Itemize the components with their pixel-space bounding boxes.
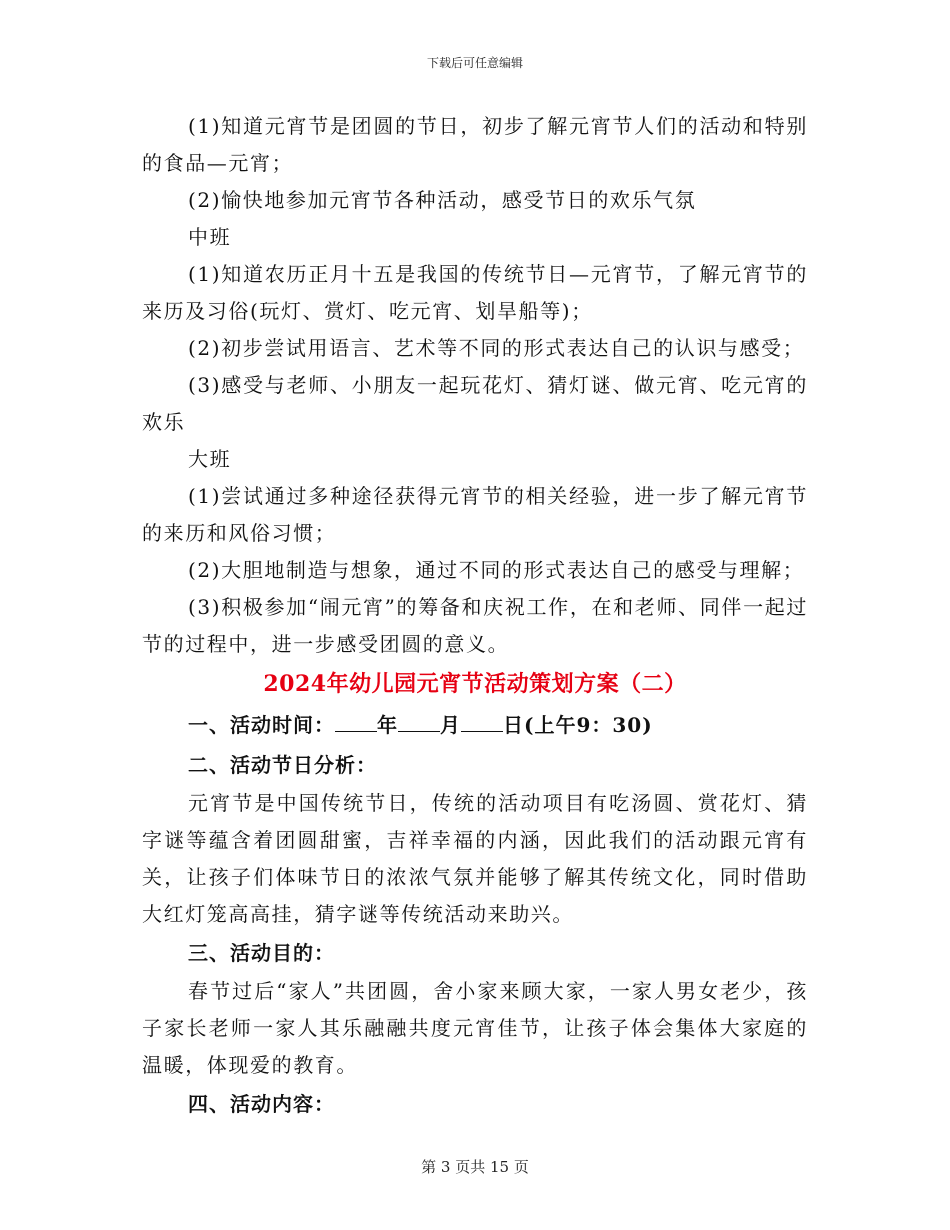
year-label: 年 bbox=[377, 713, 398, 737]
zhongban-label: 中班 bbox=[188, 225, 232, 249]
day-blank bbox=[461, 713, 503, 732]
month-label: 月 bbox=[440, 713, 461, 737]
document-body bbox=[142, 108, 808, 1124]
zhongban-item-3: (3)感受与老师、小朋友一起玩花灯、猜灯谜、做元宵、吃元宵的欢乐 bbox=[142, 373, 808, 434]
page-number: 第 3 页共 15 页 bbox=[421, 1158, 529, 1176]
zhongban-item-1: (1)知道农历正月十五是我国的传统节日—元宵节，了解元宵节的来历及习俗(玩灯、赏灯、吃元宵、划旱船等)； bbox=[142, 262, 808, 323]
year-blank bbox=[335, 713, 377, 732]
activity-time-label: 一、活动时间： bbox=[188, 713, 335, 737]
purpose-heading: 三、活动目的： bbox=[188, 941, 335, 965]
month-blank bbox=[398, 713, 440, 732]
day-label: 日(上午9：30) bbox=[503, 713, 653, 737]
purpose-paragraph: 春节过后“家人”共团圆，舍小家来顾大家，一家人男女老少，孩子家长老师一家人其乐融融共度元宵佳节，让孩子体会集体大家庭的温暖，体现爱的教育。 bbox=[142, 979, 808, 1077]
content-heading: 四、活动内容： bbox=[188, 1092, 335, 1116]
analysis-heading: 二、活动节日分析： bbox=[188, 753, 377, 777]
header-note: 下载后可任意编辑 bbox=[426, 56, 523, 70]
zhongban-item-2: (2)初步尝试用语言、艺术等不同的形式表达自己的认识与感受； bbox=[188, 336, 805, 360]
daban-label: 大班 bbox=[188, 447, 232, 471]
xiaoban-item-1: (1)知道元宵节是团圆的节日，初步了解元宵节人们的活动和特别的食品—元宵； bbox=[142, 114, 808, 175]
xiaoban-item-2: (2)愉快地参加元宵节各种活动，感受节日的欢乐气氛 bbox=[188, 188, 697, 212]
daban-item-3: (3)积极参加“闹元宵”的筹备和庆祝工作，在和老师、同伴一起过节的过程中，进一步感受团圆的意义。 bbox=[142, 595, 808, 656]
daban-item-1: (1)尝试通过多种途径获得元宵节的相关经验，进一步了解元宵节的来历和风俗习惯； bbox=[142, 484, 808, 545]
section-title: 2024年幼儿园元宵节活动策划方案（二） bbox=[263, 671, 687, 697]
activity-time-heading bbox=[142, 705, 808, 745]
daban-item-2: (2)大胆地制造与想象，通过不同的形式表达自己的感受与理解； bbox=[188, 558, 805, 582]
analysis-paragraph: 元宵节是中国传统节日，传统的活动项目有吃汤圆、赏花灯、猜字谜等蕴含着团圆甜蜜，吉祥幸福的内涵，因此我们的活动跟元宵有关，让孩子们体味节日的浓浓气氛并能够了解其传统文化，同时借助大红灯笼高高挂，猜字谜等传统活动来助兴。 bbox=[142, 791, 808, 926]
